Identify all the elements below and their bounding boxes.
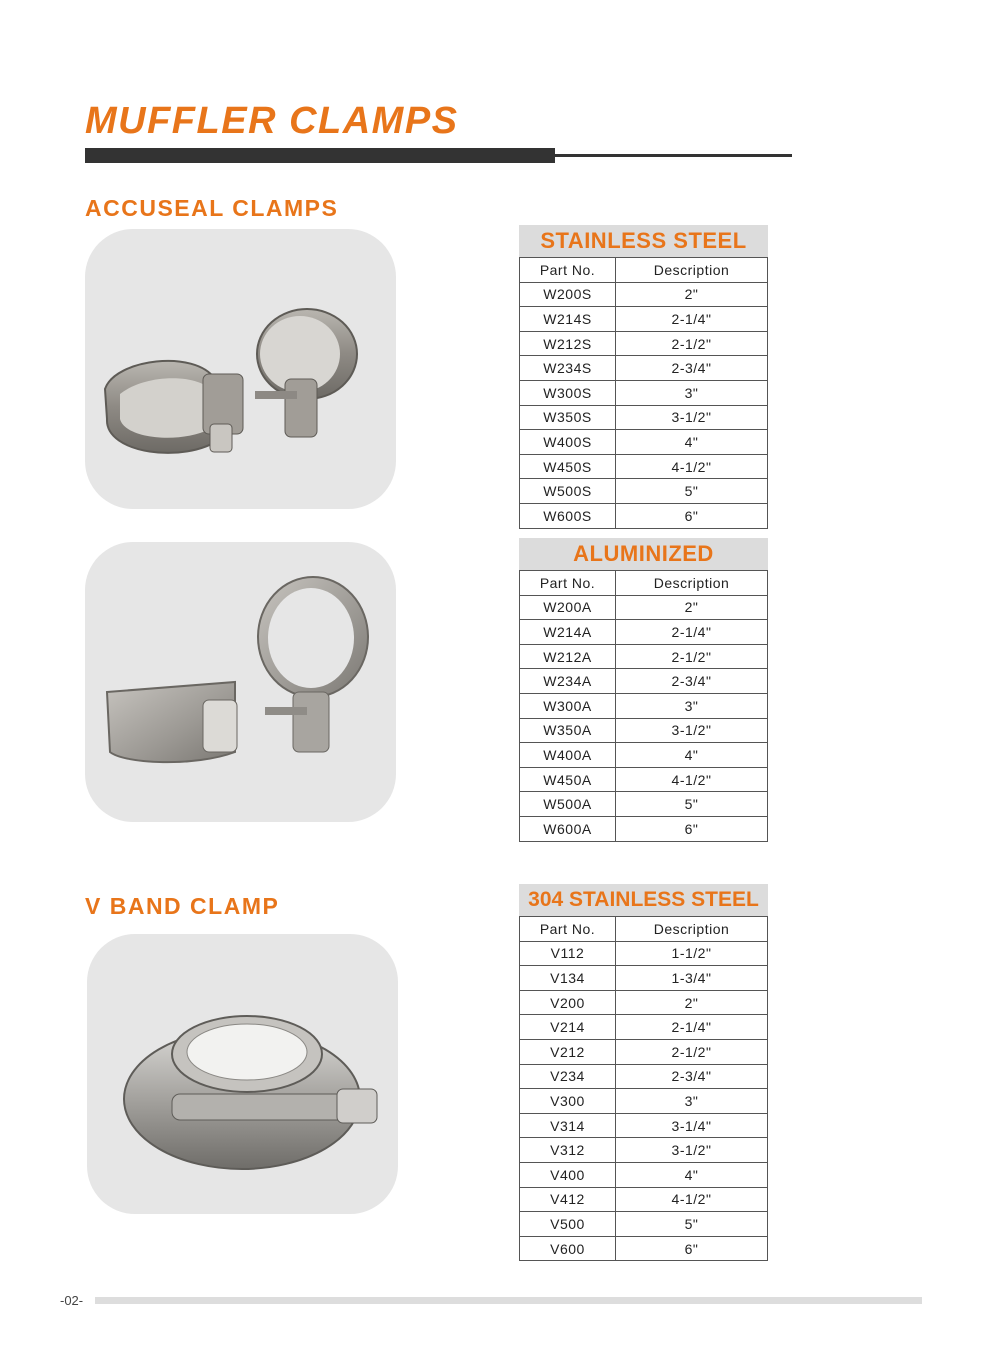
part-no-cell: W300A (520, 693, 616, 718)
table-row (520, 620, 768, 645)
part-no-cell: W200A (520, 595, 616, 620)
description-cell: 2" (616, 282, 768, 307)
description-cell: 3-1/2" (616, 718, 768, 743)
part-no-cell: W600S (520, 503, 616, 528)
table-row (520, 331, 768, 356)
part-no-cell: V234 (520, 1064, 616, 1089)
part-no-cell: W214A (520, 620, 616, 645)
table-title: ALUMINIZED (519, 538, 768, 570)
description-cell: 5" (616, 1212, 768, 1237)
part-no-cell: W200S (520, 282, 616, 307)
description-cell: 4-1/2" (616, 1187, 768, 1212)
table-row (520, 503, 768, 528)
part-no-cell: W212A (520, 644, 616, 669)
column-header-description: Description (616, 571, 768, 596)
table-row (520, 693, 768, 718)
description-cell: 2" (616, 990, 768, 1015)
description-cell: 2-1/4" (616, 1015, 768, 1040)
part-no-cell: W300S (520, 380, 616, 405)
column-header-description: Description (616, 917, 768, 942)
part-no-cell: V500 (520, 1212, 616, 1237)
table-row (520, 356, 768, 381)
description-cell: 3-1/2" (616, 405, 768, 430)
description-cell: 4-1/2" (616, 454, 768, 479)
description-cell: 6" (616, 1236, 768, 1261)
description-cell: 3" (616, 380, 768, 405)
part-no-cell: W350S (520, 405, 616, 430)
table-304-stainless-steel (519, 884, 768, 1261)
description-cell: 3-1/4" (616, 1113, 768, 1138)
table-row (520, 454, 768, 479)
part-no-cell: V134 (520, 966, 616, 991)
table-row (520, 767, 768, 792)
table-row (520, 282, 768, 307)
table-row (520, 430, 768, 455)
parts-table (519, 916, 768, 1261)
stainless-clamp-photo (85, 229, 396, 509)
page-number: -02- (60, 1293, 84, 1308)
description-cell: 2-1/2" (616, 1039, 768, 1064)
stainless-clamp-illustration (85, 229, 396, 509)
part-no-cell: V200 (520, 990, 616, 1015)
section-vband-clamp: V BAND CLAMP (85, 893, 280, 919)
table-row (520, 816, 768, 841)
description-cell: 2-1/2" (616, 331, 768, 356)
vband-clamp-illustration (87, 934, 398, 1214)
column-header-part-no: Part No. (520, 917, 616, 942)
description-cell: 1-3/4" (616, 966, 768, 991)
table-row (520, 595, 768, 620)
description-cell: 6" (616, 816, 768, 841)
part-no-cell: W212S (520, 331, 616, 356)
aluminized-clamp-photo (85, 542, 396, 822)
table-title: STAINLESS STEEL (519, 225, 768, 257)
part-no-cell: V314 (520, 1113, 616, 1138)
part-no-cell: V214 (520, 1015, 616, 1040)
part-no-cell: W350A (520, 718, 616, 743)
part-no-cell: V400 (520, 1162, 616, 1187)
part-no-cell: V212 (520, 1039, 616, 1064)
table-header-row (520, 258, 768, 283)
table-title: 304 STAINLESS STEEL (519, 884, 768, 916)
table-aluminized (519, 538, 768, 842)
table-row (520, 644, 768, 669)
table-header-row (520, 571, 768, 596)
part-no-cell: V112 (520, 941, 616, 966)
table-header-row (520, 917, 768, 942)
page-title: MUFFLER CLAMPS (85, 100, 459, 142)
description-cell: 2-3/4" (616, 356, 768, 381)
description-cell: 2-3/4" (616, 1064, 768, 1089)
description-cell: 6" (616, 503, 768, 528)
part-no-cell: V600 (520, 1236, 616, 1261)
table-row (520, 479, 768, 504)
vband-clamp-photo (87, 934, 398, 1214)
part-no-cell: W500S (520, 479, 616, 504)
parts-table (519, 570, 768, 842)
part-no-cell: W400A (520, 743, 616, 768)
description-cell: 1-1/2" (616, 941, 768, 966)
table-row (520, 1064, 768, 1089)
description-cell: 5" (616, 479, 768, 504)
description-cell: 3-1/2" (616, 1138, 768, 1163)
description-cell: 2-1/4" (616, 620, 768, 645)
table-stainless-steel (519, 225, 768, 529)
table-row (520, 1187, 768, 1212)
table-row (520, 307, 768, 332)
table-row (520, 405, 768, 430)
table-row (520, 743, 768, 768)
column-header-part-no: Part No. (520, 571, 616, 596)
aluminized-clamp-illustration (85, 542, 396, 822)
table-row (520, 1138, 768, 1163)
description-cell: 2-1/2" (616, 644, 768, 669)
part-no-cell: W214S (520, 307, 616, 332)
part-no-cell: V412 (520, 1187, 616, 1212)
table-row (520, 792, 768, 817)
table-row (520, 1113, 768, 1138)
part-no-cell: W500A (520, 792, 616, 817)
description-cell: 4" (616, 430, 768, 455)
description-cell: 4" (616, 1162, 768, 1187)
table-row (520, 990, 768, 1015)
part-no-cell: W450A (520, 767, 616, 792)
description-cell: 2-1/4" (616, 307, 768, 332)
part-no-cell: V312 (520, 1138, 616, 1163)
title-rule-thin (555, 154, 792, 157)
table-row (520, 1212, 768, 1237)
section-accuseal-clamps: ACCUSEAL CLAMPS (85, 195, 339, 221)
table-row (520, 1162, 768, 1187)
table-row (520, 669, 768, 694)
description-cell: 4" (616, 743, 768, 768)
column-header-description: Description (616, 258, 768, 283)
part-no-cell: W234A (520, 669, 616, 694)
title-rule-thick (85, 148, 555, 163)
table-row (520, 718, 768, 743)
table-row (520, 380, 768, 405)
table-row (520, 1089, 768, 1114)
table-row (520, 1039, 768, 1064)
part-no-cell: V300 (520, 1089, 616, 1114)
part-no-cell: W234S (520, 356, 616, 381)
description-cell: 2-3/4" (616, 669, 768, 694)
table-row (520, 941, 768, 966)
description-cell: 5" (616, 792, 768, 817)
table-row (520, 1015, 768, 1040)
description-cell: 3" (616, 693, 768, 718)
description-cell: 2" (616, 595, 768, 620)
description-cell: 3" (616, 1089, 768, 1114)
part-no-cell: W400S (520, 430, 616, 455)
description-cell: 4-1/2" (616, 767, 768, 792)
footer-bar (95, 1297, 922, 1304)
part-no-cell: W450S (520, 454, 616, 479)
part-no-cell: W600A (520, 816, 616, 841)
table-row (520, 966, 768, 991)
table-row (520, 1236, 768, 1261)
parts-table (519, 257, 768, 529)
column-header-part-no: Part No. (520, 258, 616, 283)
